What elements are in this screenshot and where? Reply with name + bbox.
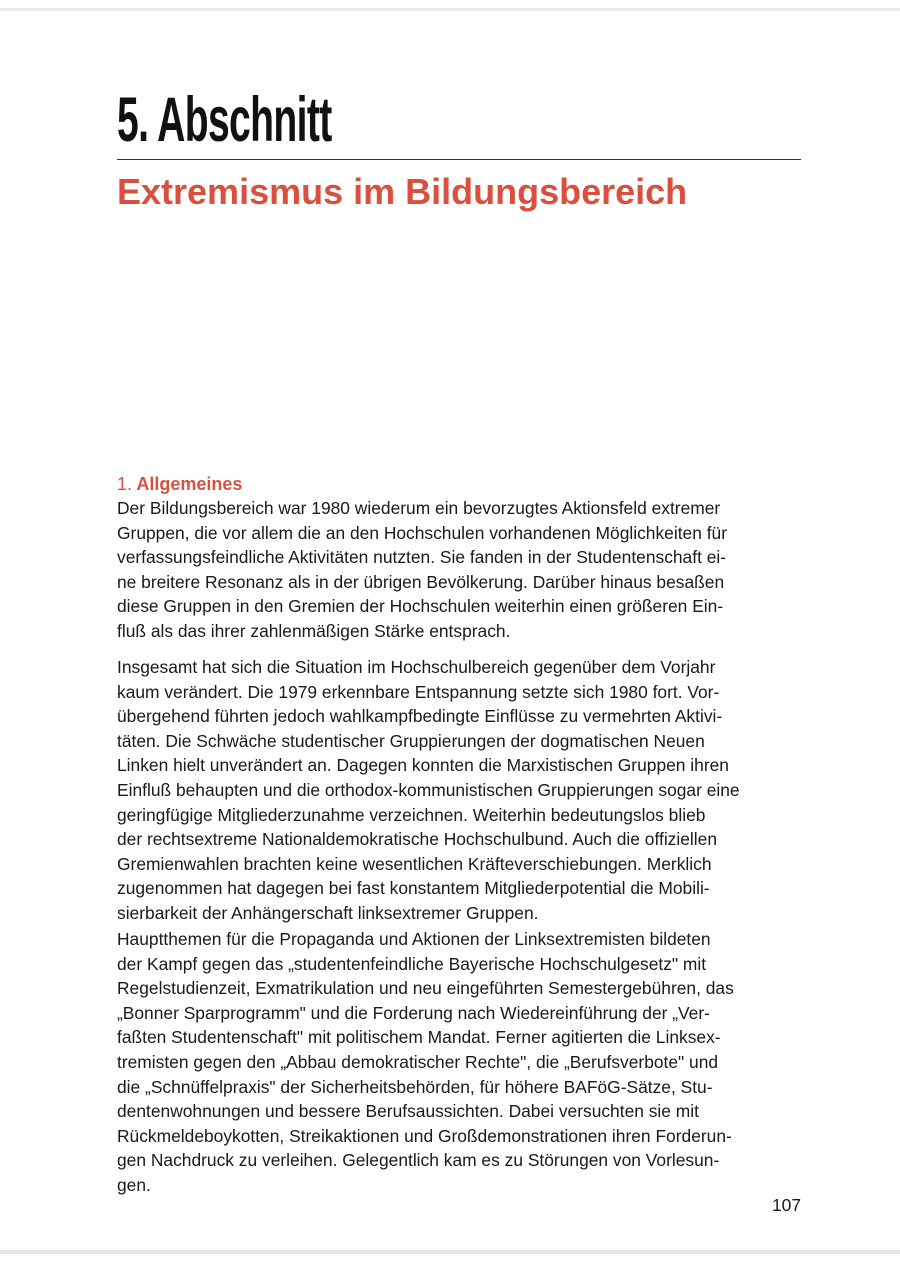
text-line: geringfügige Mitgliederzunahme verzeichnen. Weiterhin bedeutungslos blieb (117, 804, 706, 825)
text-line: diese Gruppen in den Gremien der Hochschulen weiterhin einen größeren Ein- (117, 596, 724, 617)
subsection-number: 1. (117, 474, 133, 494)
text-line: ne breitere Resonanz als in der übrigen Bevölkerung. Darüber hinaus besaßen (117, 571, 725, 592)
page-edge-bottom (0, 1250, 900, 1254)
text-line: gen Nachdruck zu verleihen. Gelegentlich kam es zu Störungen von Vorlesun- (117, 1150, 720, 1171)
subsection-heading (117, 472, 242, 496)
text-line: Rückmeldeboykotten, Streikaktionen und Großdemonstrationen ihren Forderun- (117, 1125, 732, 1146)
paragraph-3 (117, 927, 801, 1198)
text-line: übergehend führten jedoch wahlkampfbedingte Einflüsse zu vermehrten Aktivi- (117, 706, 723, 727)
text-line: der rechtsextreme Nationaldemokratische Hochschulbund. Auch die offiziellen (117, 829, 717, 850)
text-line: sierbarkeit der Anhängerschaft linksextremer Gruppen. (117, 902, 539, 923)
text-line: Hauptthemen für die Propaganda und Aktionen der Linksextremisten bildeten (117, 929, 711, 949)
page-edge-top (0, 8, 900, 11)
text-line: die „Schnüffelpraxis" der Sicherheitsbehörden, für höhere BAFöG-Sätze, Stu- (117, 1076, 713, 1097)
text-line: kaum verändert. Die 1979 erkennbare Entspannung setzte sich 1980 fort. Vor- (117, 681, 720, 702)
text-line: Der Bildungsbereich war 1980 wiederum ein bevorzugtes Aktionsfeld extremer (117, 498, 721, 518)
text-line: verfassungsfeindliche Aktivitäten nutzten. Sie fanden in der Studentenschaft ei- (117, 547, 727, 568)
text-line: täten. Die Schwäche studentischer Gruppierungen der dogmatischen Neuen (117, 730, 705, 751)
text-line: der Kampf gegen das „studentenfeindliche Bayerische Hochschulgesetz" mit (117, 953, 707, 974)
page-number: 107 (771, 1195, 801, 1215)
heading-rule (117, 159, 801, 160)
text-line: faßten Studentenschaft" mit politischem Mandat. Ferner agitierten die Linksex- (117, 1027, 721, 1048)
section-heading: 5. Abschnitt (117, 85, 332, 155)
paragraph-1 (117, 496, 801, 644)
subsection-title: Allgemeines (136, 474, 243, 494)
text-line: dentenwohnungen und bessere Berufsaussichten. Dabei versuchten sie mit (117, 1101, 699, 1122)
text-line: Gremienwahlen brachten keine wesentlichen Kräfteverschiebungen. Merklich (117, 853, 712, 874)
text-line: fluß als das ihrer zahlenmäßigen Stärke entsprach. (117, 620, 511, 641)
chapter-title: Extremismus im Bildungsbereich (117, 171, 688, 212)
text-line: Gruppen, die vor allem die an den Hochschulen vorhandenen Möglichkeiten für (117, 522, 728, 543)
text-line: zugenommen hat dagegen bei fast konstantem Mitgliederpotential die Mobili- (117, 878, 710, 899)
text-line: „Bonner Sparprogramm" und die Forderung nach Wiedereinführung der „Ver- (117, 1002, 710, 1023)
text-line: Einfluß behaupten und die orthodox-kommunistischen Gruppierungen sogar eine (117, 779, 740, 800)
text-line: Insgesamt hat sich die Situation im Hochschulbereich gegenüber dem Vorjahr (117, 657, 716, 677)
text-line: Regelstudienzeit, Exmatrikulation und neu eingeführten Semestergebühren, das (117, 978, 734, 999)
text-line: Linken hielt unverändert an. Dagegen konnten die Marxistischen Gruppen ihren (117, 755, 729, 776)
paragraph-2 (117, 655, 801, 926)
text-line: gen. (117, 1174, 151, 1195)
text-line: tremisten gegen den „Abbau demokratischer Rechte", die „Berufsverbote" und (117, 1051, 719, 1072)
